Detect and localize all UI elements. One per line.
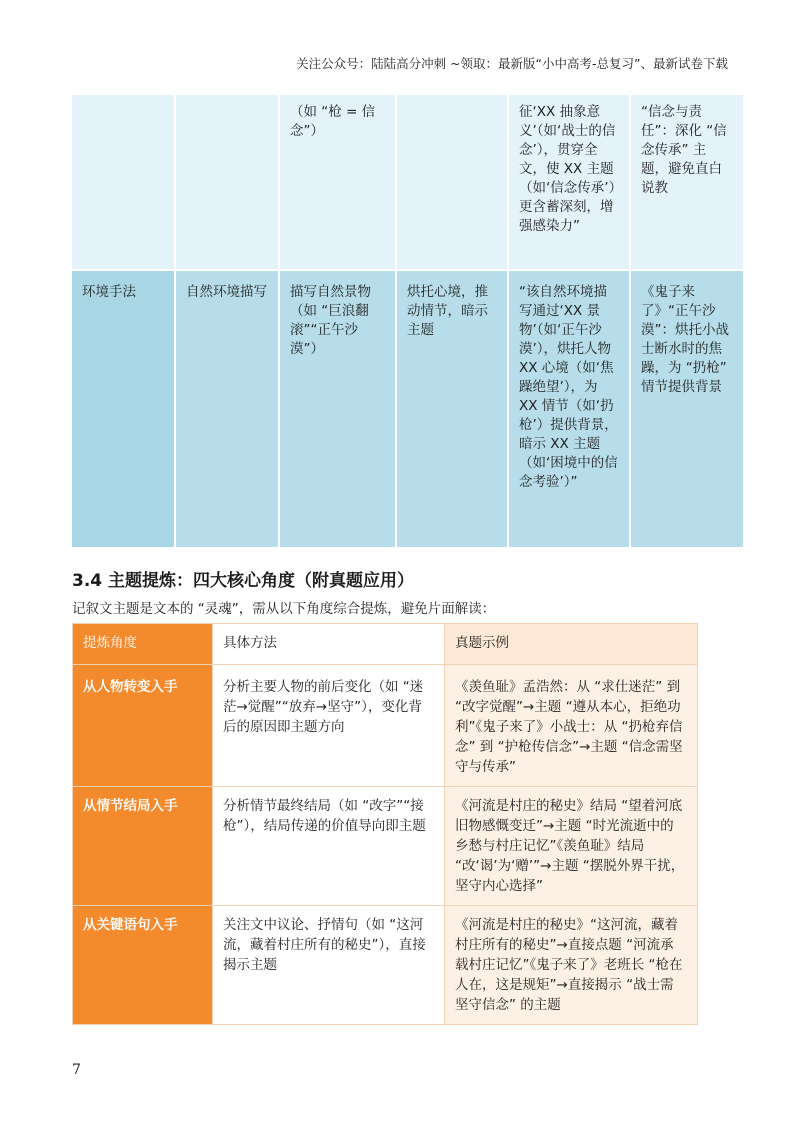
page-header: 关注公众号：陆陆高分冲刺 ~领取：最新版“小中高考-总复习”、最新试卷下载: [296, 56, 728, 71]
angle-cell: 从情节结局入手: [73, 787, 213, 906]
table-cell: 自然环境描写: [175, 270, 279, 547]
column-header-angle: 提炼角度: [73, 624, 213, 665]
table-row: [73, 787, 698, 906]
example-cell: 《河流是村庄的秘史》“这河流，藏着村庄所有的秘史”→直接点题 “河流承载村庄记忆”《鬼子来了》老班长 “枪在人在，这是规矩”→直接揭示 “战士需坚守信念” 的主题: [445, 906, 698, 1025]
column-header-example: 真题示例: [445, 624, 698, 665]
table-cell: （如 “枪 = 信念”）: [279, 95, 396, 270]
section-intro: 记叙文主题是文本的 “灵魂”，需从以下角度综合提炼，避免片面解读：: [72, 601, 496, 617]
table-cell: 环境手法: [72, 270, 175, 547]
page-number: 7: [72, 1062, 81, 1078]
column-header-method: 具体方法: [213, 624, 445, 665]
table-cell: 烘托心境，推动情节，暗示主题: [396, 270, 508, 547]
theme-angles-table: [72, 623, 698, 1025]
table-cell: [175, 95, 279, 270]
example-cell: 《羡鱼耻》孟浩然：从 “求仕迷茫” 到 “改字觉醒”→主题 “遵从本心，拒绝功利”《鬼子来了》小战士：从 “扔枪弃信念” 到 “护枪传信念”→主题 “信念需坚守与传承”: [445, 665, 698, 787]
table-header-row: [73, 624, 698, 665]
method-cell: 关注文中议论、抒情句（如 “这河流，藏着村庄所有的秘史”），直接揭示主题: [213, 906, 445, 1025]
table-cell: “信念与责任”：深化 “信念传承” 主题，避免直白说教: [630, 95, 743, 270]
method-cell: 分析情节最终结局（如 “改字”“接枪”），结局传递的价值导向即主题: [213, 787, 445, 906]
techniques-table: [72, 95, 743, 547]
table-row: [73, 906, 698, 1025]
method-cell: 分析主要人物的前后变化（如 “迷茫→觉醒”“放弃→坚守”），变化背后的原因即主题方向: [213, 665, 445, 787]
angle-cell: 从人物转变入手: [73, 665, 213, 787]
table-cell: “该自然环境描写通过‘XX 景物’（如‘正午沙漠’），烘托人物 XX 心境（如‘焦躁绝望’），为 XX 情节（如‘扔枪’）提供背景，暗示 XX 主题（如‘困境中的信念考验’）”: [508, 270, 630, 547]
table-cell: 描写自然景物（如 “巨浪翻滚”“正午沙漠”）: [279, 270, 396, 547]
table-row: [72, 270, 743, 547]
table-row: [73, 665, 698, 787]
table-cell: [72, 95, 175, 270]
table-cell: 征‘XX 抽象意义’（如‘战士的信念’），贯穿全文，使 XX 主题（如‘信念传承’）更含蓄深刻，增强感染力”: [508, 95, 630, 270]
example-cell: 《河流是村庄的秘史》结局 “望着河底旧物感慨变迁”→主题 “时光流逝中的乡愁与村庄记忆”《羡鱼耻》结局 “改‘谒’为‘赠’”→主题 “摆脱外界干扰，坚守内心选择”: [445, 787, 698, 906]
angle-cell: 从关键语句入手: [73, 906, 213, 1025]
table-cell: [396, 95, 508, 270]
table-cell: 《鬼子来了》“正午沙漠”：烘托小战士断水时的焦躁，为 “扔枪” 情节提供背景: [630, 270, 743, 547]
section-title: 3.4 主题提炼：四大核心角度（附真题应用）: [72, 571, 415, 591]
table-row: [72, 95, 743, 270]
